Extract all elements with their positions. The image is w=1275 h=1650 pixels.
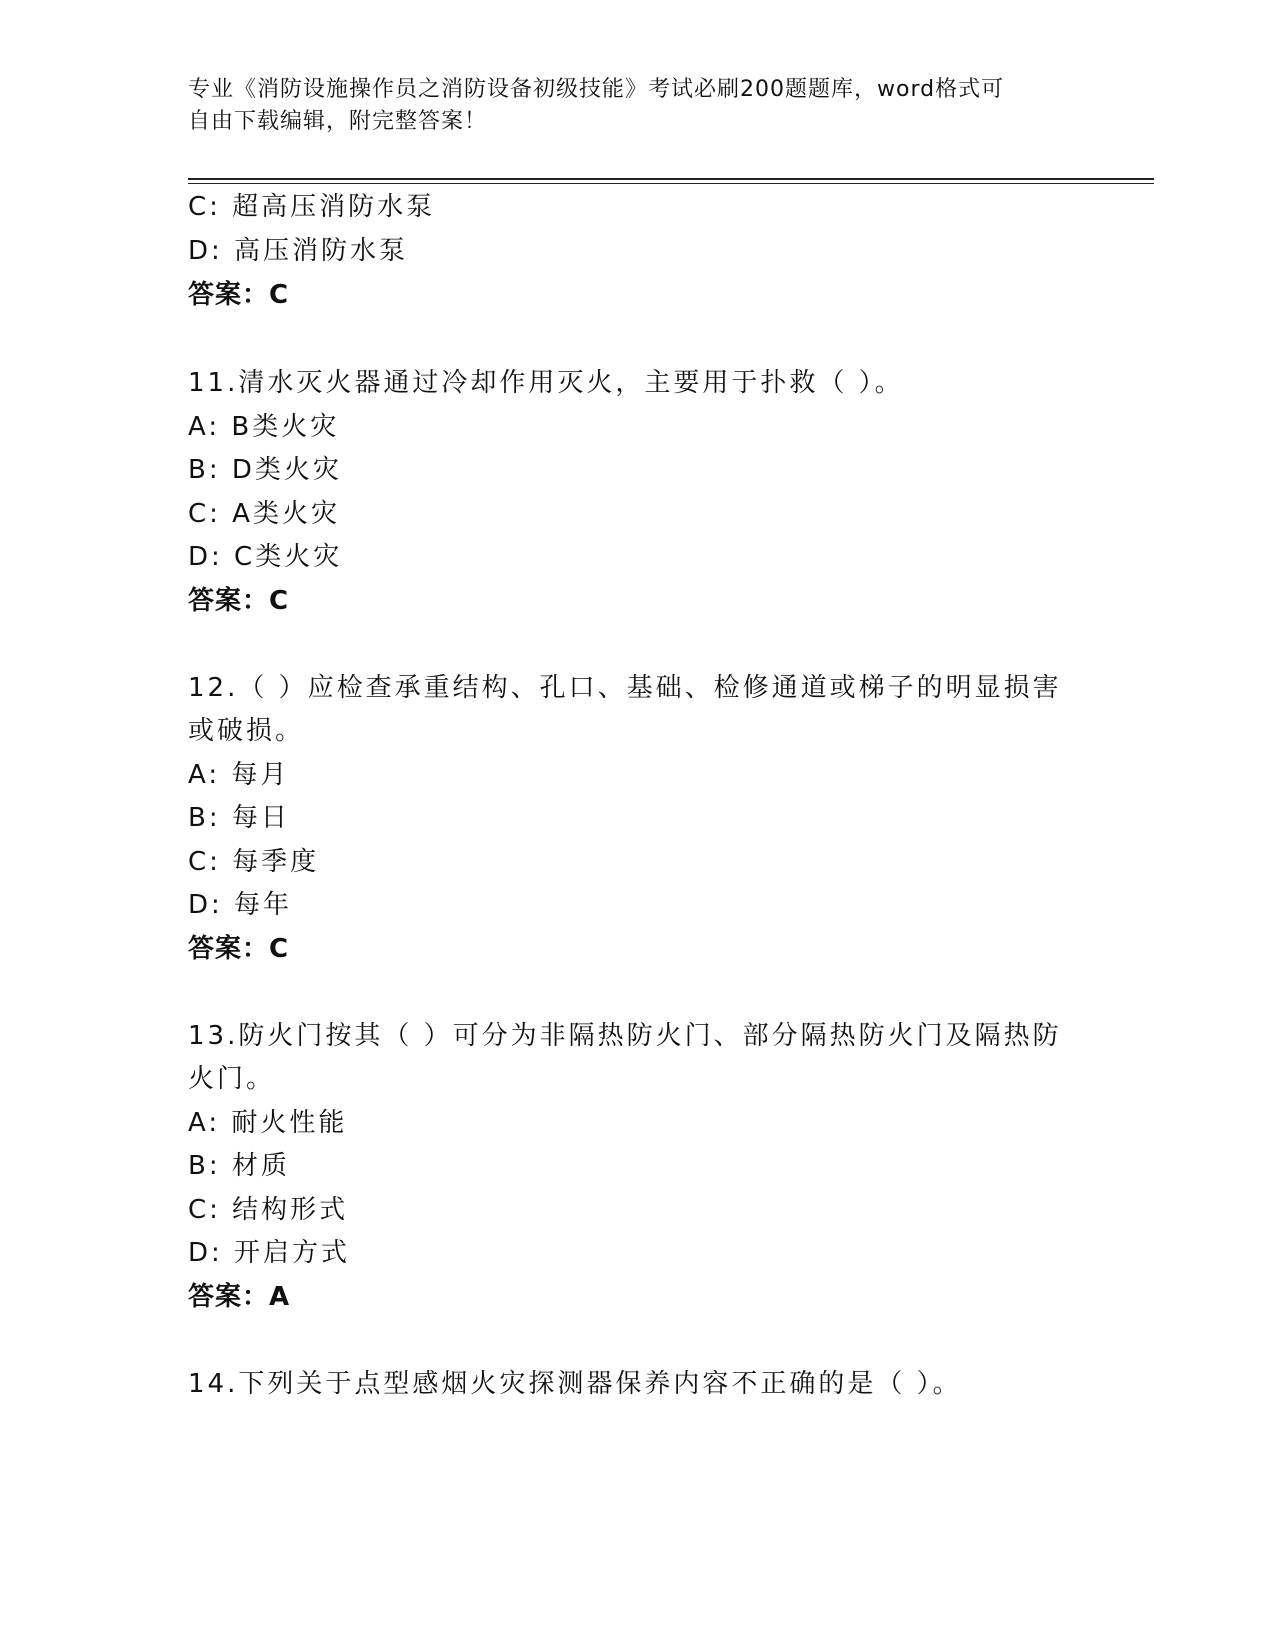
q13-question-line-2: 火门。 <box>188 1064 276 1094</box>
q11-option-a: A: B类火灾 <box>188 412 340 442</box>
q12-answer: 答案：C <box>188 934 290 964</box>
header-rule-thin <box>188 183 1154 184</box>
q12-question-line-1: 12.（ ）应检查承重结构、孔口、基础、检修通道或梯子的明显损害 <box>188 673 1062 703</box>
header-rule-thick <box>188 178 1154 180</box>
q10-option-d: D: 高压消防水泵 <box>188 236 409 266</box>
document-header <box>188 74 1068 138</box>
q11-question: 11.清水灭火器通过冷却作用灭火，主要用于扑救（ ）。 <box>188 368 904 398</box>
q13-option-b: B: 材质 <box>188 1151 290 1181</box>
q13-answer: 答案：A <box>188 1282 291 1312</box>
header-line-1: 专业《消防设施操作员之消防设备初级技能》考试必刷200题题库，word格式可 <box>188 77 1005 102</box>
q12-option-b: B: 每日 <box>188 803 290 833</box>
q11-option-b: B: D类火灾 <box>188 455 342 485</box>
q10-option-c: C: 超高压消防水泵 <box>188 192 436 222</box>
q13-option-c: C: 结构形式 <box>188 1195 349 1225</box>
q13-question-line-1: 13.防火门按其（ ）可分为非隔热防火门、部分隔热防火门及隔热防 <box>188 1021 1062 1051</box>
q13-option-a: A: 耐火性能 <box>188 1108 348 1138</box>
q12-option-c: C: 每季度 <box>188 847 320 877</box>
q11-answer: 答案：C <box>188 586 290 616</box>
q12-option-a: A: 每月 <box>188 760 290 790</box>
q11-option-c: C: A类火灾 <box>188 499 340 529</box>
q10-answer: 答案：C <box>188 280 290 310</box>
q12-option-d: D: 每年 <box>188 890 293 920</box>
q12-question-line-2: 或破损。 <box>188 716 305 746</box>
q11-option-d: D: C类火灾 <box>188 542 343 572</box>
q13-option-d: D: 开启方式 <box>188 1238 351 1268</box>
header-line-2: 自由下载编辑，附完整答案！ <box>188 109 488 134</box>
q14-question: 14.下列关于点型感烟火灾探测器保养内容不正确的是（ ）。 <box>188 1369 962 1399</box>
